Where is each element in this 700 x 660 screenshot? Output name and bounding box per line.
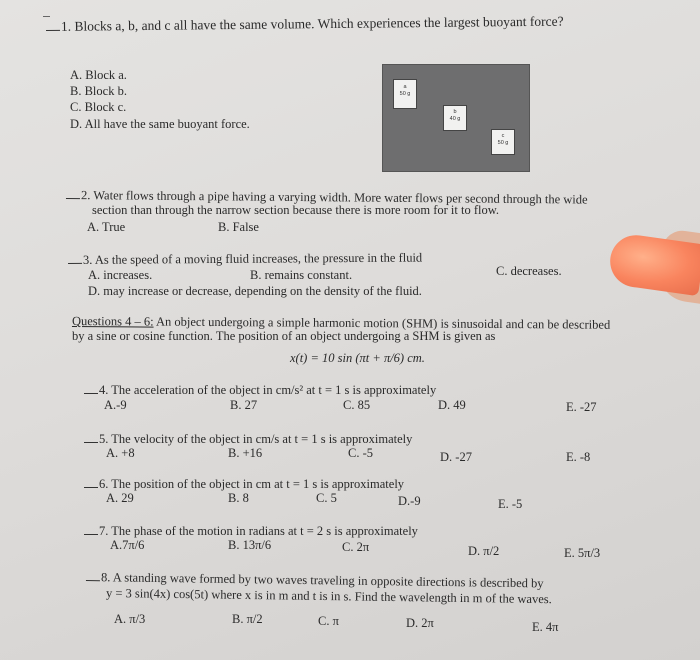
shm-equation: x(t) = 10 sin (πt + π/6) cm. (290, 351, 425, 365)
q3-option-a: A. increases. (88, 268, 153, 282)
q3-option-d: D. may increase or decrease, depending on the density of the fluid. (88, 284, 422, 298)
water-tank-figure (382, 64, 530, 172)
question-text: As the speed of a moving fluid increases, the pressure in the fluid (94, 250, 423, 267)
q7-option-b: B. 13π/6 (228, 538, 272, 552)
q8-option-c: C. π (318, 614, 339, 628)
answer-blank[interactable] (66, 188, 80, 199)
block-b: b 40 g (443, 105, 467, 131)
q4-option-d: D. 49 (438, 398, 466, 412)
q5-option-e: E. -8 (566, 450, 591, 464)
q4-option-e: E. -27 (566, 400, 597, 414)
question-5 (84, 432, 412, 446)
q8-option-b: B. π/2 (232, 612, 263, 626)
intro-text: An object undergoing a simple harmonic motion (SHM) is sinusoidal and can be described (153, 314, 611, 332)
answer-blank[interactable] (84, 477, 98, 488)
q5-option-a: A. +8 (106, 446, 135, 460)
question-text: Water flows through a pipe having a varying width. More water flows per second through the wide (93, 188, 588, 207)
q6-option-c: C. 5 (316, 491, 337, 505)
q8-option-e: E. 4π (532, 620, 559, 634)
q8-option-a: A. π/3 (114, 612, 146, 626)
question-number: 5. (99, 432, 109, 446)
question-text: Blocks a, b, and c all have the same volume. Which experiences the largest buoyant force? (74, 13, 564, 34)
question-text: The velocity of the object in cm/s at t = 1 s is approximately (111, 432, 413, 446)
q5-option-b: B. +16 (228, 446, 263, 460)
question-2-line2: section than through the narrow section because there is more room for it to flow. (92, 203, 500, 217)
corner-mark (43, 16, 50, 17)
q4-option-a: A.-9 (104, 398, 127, 412)
fingernail (607, 232, 700, 296)
block-c: c 50 g (491, 129, 515, 155)
q8-option-d: D. 2π (406, 616, 434, 630)
answer-blank[interactable] (46, 20, 60, 31)
q6-option-b: B. 8 (228, 491, 249, 505)
question-number: 8. (100, 570, 111, 585)
question-7 (84, 524, 418, 538)
question-text: The acceleration of the object in cm/s² at t = 1 s is approximately (111, 383, 437, 397)
q6-option-e: E. -5 (498, 497, 523, 511)
q6-option-a: A. 29 (106, 491, 134, 505)
question-number: 1. (60, 18, 72, 34)
question-number: 3. (82, 252, 93, 267)
q7-option-a: A.7π/6 (110, 538, 145, 552)
q7-option-c: C. 2π (342, 540, 370, 554)
q3-option-b: B. remains constant. (250, 268, 353, 282)
question-number: 7. (99, 524, 109, 538)
answer-blank[interactable] (68, 253, 82, 264)
question-8-line2: y = 3 sin(4x) cos(5t) where x is in m and t is in s. Find the wavelength in m of the waves. (105, 586, 552, 607)
q4-option-b: B. 27 (230, 398, 258, 412)
question-number: 4. (99, 383, 109, 397)
answer-blank[interactable] (84, 432, 98, 443)
question-number: 6. (99, 477, 109, 491)
answer-blank[interactable] (86, 570, 100, 581)
question-text: A standing wave formed by two waves traveling in opposite directions is described by (112, 570, 544, 591)
q1-option-b: B. Block b. (70, 84, 127, 98)
intro-line2: by a sine or cosine function. The position of an object undergoing a SHM is given as (72, 329, 496, 343)
question-text: The phase of the motion in radians at t = 2 s is approximately (111, 524, 418, 538)
question-number: 2. (80, 188, 91, 203)
block-a: a 50 g (393, 79, 417, 109)
q5-option-d: D. -27 (440, 450, 472, 464)
question-3 (68, 251, 422, 267)
q2-option-b: B. False (218, 220, 259, 234)
q2-option-a: A. True (87, 220, 126, 234)
q7-option-e: E. 5π/3 (564, 546, 601, 560)
section-heading: Questions 4 – 6: (71, 314, 154, 329)
q6-option-d: D.-9 (398, 494, 421, 508)
question-1 (46, 15, 564, 34)
question-text: The position of the object in cm at t = 1 s is approximately (111, 477, 405, 491)
question-6 (84, 477, 404, 491)
q3-option-c: C. decreases. (496, 264, 562, 278)
q1-option-d: D. All have the same buoyant force. (70, 117, 250, 131)
answer-blank[interactable] (84, 383, 98, 394)
question-4 (84, 383, 436, 397)
answer-blank[interactable] (84, 524, 98, 535)
q4-option-c: C. 85 (343, 398, 371, 412)
q5-option-c: C. -5 (348, 446, 373, 460)
q7-option-d: D. π/2 (468, 544, 500, 558)
q1-option-a: A. Block a. (70, 68, 127, 82)
q1-option-c: C. Block c. (70, 100, 127, 114)
